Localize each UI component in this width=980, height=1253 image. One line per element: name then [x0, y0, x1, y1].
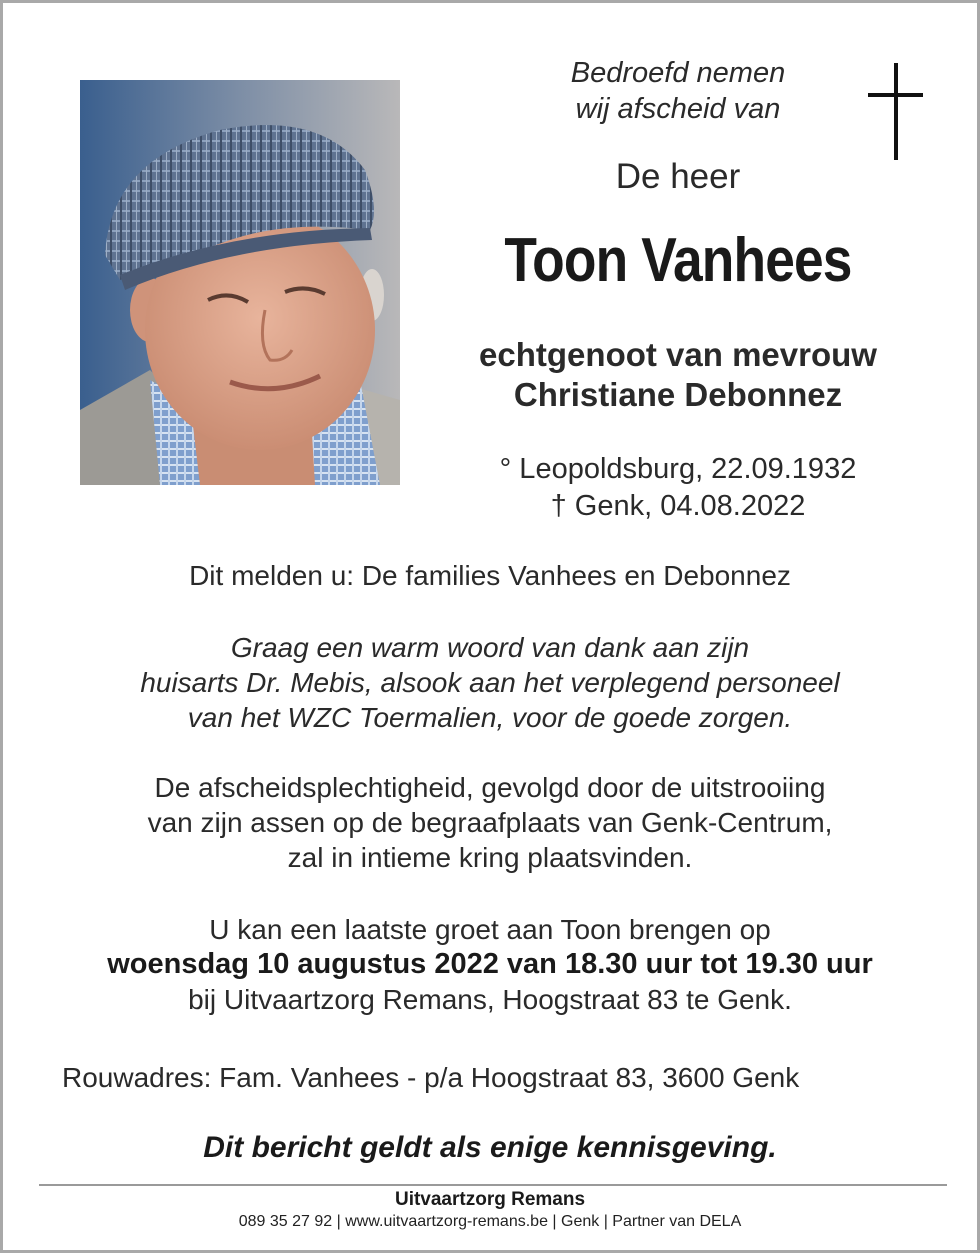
ceremony-line: van zijn assen op de begraafplaats van Genk-Centrum, [147, 807, 833, 838]
footer-contact-info: 089 35 27 92 | www.uitvaartzorg-remans.be | Genk | Partner van DELA [238, 1213, 742, 1230]
visitation-paragraph [3, 912, 977, 1017]
intro-line: wij afscheid van [575, 93, 781, 125]
death-date: † Genk, 04.08.2022 [550, 490, 806, 522]
footer-divider [39, 1184, 947, 1186]
deceased-name: Toon Vanhees [504, 226, 852, 295]
birth-date: ° Leopoldsburg, 22.09.1932 [499, 453, 857, 485]
ceremony-paragraph [3, 770, 977, 875]
visitation-datetime: woensdag 10 augustus 2022 van 18.30 uur tot 19.30 uur [107, 948, 873, 980]
footer-company: Uitvaartzorg Remans [394, 1189, 586, 1210]
intro-text [443, 55, 913, 127]
spouse-text [443, 335, 913, 415]
mourning-address: Rouwadres: Fam. Vanhees - p/a Hoogstraat 83, 3600 Genk [62, 1062, 800, 1093]
spouse-line: echtgenoot van mevrouw [479, 336, 877, 373]
ceremony-line: De afscheidsplechtigheid, gevolgd door de uitstrooiing [154, 772, 826, 803]
spouse-name: Christiane Debonnez [513, 376, 843, 413]
thanks-line: huisarts Dr. Mebis, alsook aan het verplegend personeel [140, 667, 840, 698]
honorific: De heer [615, 157, 741, 196]
thanks-line: Graag een warm woord van dank aan zijn [230, 632, 750, 663]
notice-text: Dit bericht geldt als enige kennisgeving. [203, 1131, 777, 1164]
announcement: Dit melden u: De families Vanhees en Debonnez [189, 560, 791, 591]
portrait-photo [80, 80, 400, 485]
visitation-intro: U kan een laatste groet aan Toon brengen op [209, 914, 771, 945]
visitation-location: bij Uitvaartzorg Remans, Hoogstraat 83 te Genk. [188, 984, 792, 1015]
ceremony-line: zal in intieme kring plaatsvinden. [287, 842, 693, 873]
thanks-line: van het WZC Toermalien, voor de goede zorgen. [187, 702, 793, 733]
thanks-paragraph [3, 630, 977, 735]
intro-line: Bedroefd nemen [570, 57, 786, 89]
life-dates [443, 451, 913, 525]
